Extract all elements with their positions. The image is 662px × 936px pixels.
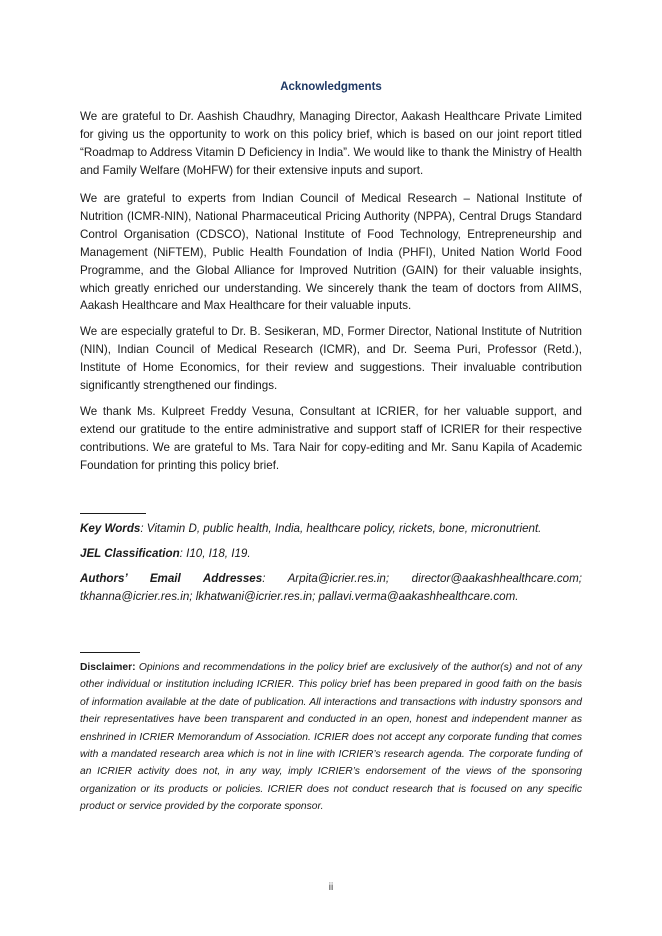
keywords-value: : Vitamin D, public health, India, healthcare policy, rickets, bone, micronutrient. — [140, 522, 542, 535]
jel-label: JEL Classification — [80, 547, 180, 560]
page-number: ii — [328, 882, 334, 893]
disclaimer-divider — [80, 652, 140, 653]
jel-classification-line — [80, 545, 582, 563]
author-emails-value: : Arpita@icrier.res.in; director@aakashhealthcare.com; tkhanna@icrier.res.in; lkhatwani@icrier.res.in; pallavi.verma@aakashhealthcare.com. — [80, 572, 582, 603]
keywords-line — [80, 520, 582, 538]
author-emails-line — [80, 570, 582, 606]
disclaimer-block — [80, 659, 582, 816]
keywords-label: Key Words — [80, 522, 141, 535]
jel-value: : I10, I18, I19. — [179, 547, 251, 560]
footnote-divider — [80, 513, 146, 514]
acknowledgment-paragraph-2: We are grateful to experts from Indian Council of Medical Research – National Institute of Nutrition (ICMR-NIN), National Pharmaceutical Pricing Authority (NPPA), Central Drugs Standard Control Organisation (CDSCO), National Institute of Food Technology, Entrepreneurship and Management (NiFTEM), Public Health Foundation of India (PHFI), United Nation World Food Programme, and the Global Alliance for Improved Nutrition (GAIN) for their valuable insights, which greatly enriched our understanding. We sincerely thank the team of doctors from AIIMS, Aakash Healthcare and Max Healthcare for their valuable inputs. — [80, 192, 582, 313]
disclaimer-label: Disclaimer: — [80, 662, 136, 673]
page-title: Acknowledgments — [280, 81, 382, 93]
acknowledgment-paragraph-4: We thank Ms. Kulpreet Freddy Vesuna, Consultant at ICRIER, for her valuable support, and extend our gratitude to the entire administrative and support staff of ICRIER for their respective contributions. We are grateful to Ms. Tara Nair for copy-editing and Mr. Sanu Kapila of Academic Foundation for printing this policy brief. — [80, 405, 582, 472]
disclaimer-text: Opinions and recommendations in the policy brief are exclusively of the author(s) and not of any other individual or institution including ICRIER. This policy brief has been prepared in good faith on the basis of information available at the date of publication. All interactions and transactions with industry sponsors and their representatives have been transparent and conducted in an open, honest and independent manner as enshrined in ICRIER Memorandum of Association. ICRIER does not accept any corporate funding that comes with a mandated research area which is not in line with ICRIER’s research agenda. The corporate funding of an ICRIER activity does not, in any way, imply ICRIER’s endorsement of the views of the sponsoring organization or its products or policies. ICRIER does not conduct research that is focused on any specific product or service provided by the corporate sponsor. — [80, 662, 582, 813]
acknowledgment-paragraph-3: We are especially grateful to Dr. B. Sesikeran, MD, Former Director, National Institute of Nutrition (NIN), Indian Council of Medical Research (ICMR), and Dr. Seema Puri, Professor (Retd.), Institute of Home Economics, for their review and suggestions. Their invaluable contribution significantly strengthened our findings. — [80, 325, 582, 392]
author-emails-label: Authors’ Email Addresses — [80, 572, 263, 585]
acknowledgment-paragraph-1: We are grateful to Dr. Aashish Chaudhry, Managing Director, Aakash Healthcare Private Limited for giving us the opportunity to work on this policy brief, which is based on our joint report titled “Roadmap to Address Vitamin D Deficiency in India”. We would like to thank the Ministry of Health and Family Welfare (MoHFW) for their extensive inputs and suport. — [80, 110, 582, 177]
